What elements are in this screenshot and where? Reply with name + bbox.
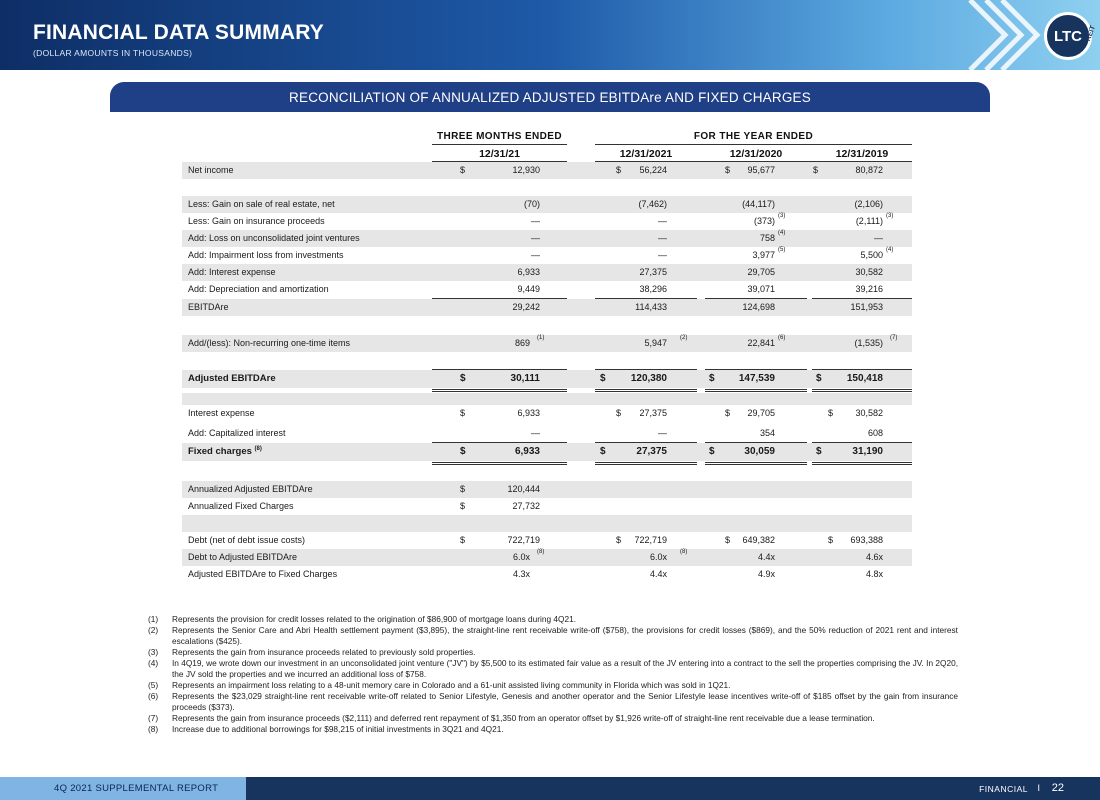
cell-value: 12,930 (512, 165, 540, 175)
footnote-ref: (5) (778, 247, 786, 253)
currency-symbol: $ (460, 535, 466, 545)
footnote-text: Represents the gain from insurance proceeds ($2,111) and deferred rent repayment of $1,350 from an operator offset by $1,926 write-off of straight-line rent receivable due a lease termination. (172, 713, 875, 723)
cell-value: (1,535) (854, 338, 883, 348)
footnote-ref: (4) (778, 230, 786, 236)
row-label: Add: Capitalized interest (188, 428, 286, 438)
total-rule (595, 464, 697, 465)
footnote-text: Represents the gain from insurance proceeds related to previously sold properties. (172, 647, 476, 657)
table-row-net-income (182, 162, 912, 179)
currency-symbol: $ (709, 446, 715, 457)
cell-value: 693,388 (850, 535, 883, 545)
cell-value: 30,059 (744, 446, 775, 457)
page-title: FINANCIAL DATA SUMMARY (33, 21, 324, 44)
cell-value: 29,705 (747, 267, 775, 277)
row-label: Add: Impairment loss from investments (188, 250, 344, 260)
logo-text: LTC (1053, 27, 1083, 45)
table-row-annualized-fixed (182, 498, 912, 515)
currency-symbol: $ (460, 408, 466, 418)
ltc-logo (1044, 12, 1092, 60)
row-label-text: Fixed charges (188, 446, 252, 458)
cell-value: — (531, 428, 540, 438)
cell-value: 124,698 (742, 302, 775, 312)
footnote-text: Represents the Senior Care and Abri Health settlement payment ($3,895), the straight-line rent receivable write-off ($758), the provisions for credit losses ($869), and the 50% reduction of 2021 rent and interest escalations ($425). (172, 625, 958, 646)
currency-symbol: $ (725, 408, 731, 418)
footnote (148, 724, 958, 735)
total-rule (432, 389, 567, 390)
cell-value: 5,500 (860, 250, 883, 260)
cell-value: 27,732 (512, 501, 540, 511)
cell-value: 6.0x (512, 552, 530, 562)
row-label: Add/(less): Non-recurring one-time items (188, 338, 351, 348)
cell-value: — (531, 250, 540, 260)
footnote-text: In 4Q19, we wrote down our investment in an unconsolidated joint venture ("JV") by $5,500 to its estimated fair value as a result of the JV entering into a contract to the sell the properties comprising the JV. In 2Q20, the JV sold the properties and we incurred an additional loss of $758. (172, 658, 958, 679)
footnote-number: (8) (148, 724, 159, 734)
table-row-non-recurring (182, 335, 912, 352)
cell-value: 80,872 (855, 165, 883, 175)
table-row-annualized-adjusted (182, 481, 912, 498)
footnote-number: (3) (148, 647, 159, 657)
table-row-ebitdare (182, 299, 912, 316)
group-header-three-months: THREE MONTHS ENDED (437, 131, 562, 142)
cell-value: — (658, 233, 667, 243)
cell-value: (44,117) (742, 199, 775, 209)
cell-value: (373) (753, 216, 775, 226)
row-label: Interest expense (188, 408, 255, 418)
cell-value: 120,380 (630, 373, 667, 384)
currency-symbol: $ (725, 535, 731, 545)
cell-value: 6,933 (517, 267, 540, 277)
cell-value: (2,111) (855, 216, 883, 226)
cell-value: 649,382 (742, 535, 775, 545)
footnote-ref: (3) (778, 213, 786, 219)
footnote (148, 691, 958, 713)
cell-value: 56,224 (639, 165, 667, 175)
cell-value: — (531, 216, 540, 226)
footnote (148, 680, 958, 691)
cell-value: 3,977 (752, 250, 775, 260)
group-header-rule (432, 144, 567, 145)
footnote-ref: (8) (537, 549, 545, 555)
column-header: 12/31/21 (479, 148, 520, 160)
footnote-ref: (1) (537, 335, 545, 341)
page-subtitle: (DOLLAR AMOUNTS IN THOUSANDS) (33, 48, 193, 58)
total-rule (432, 391, 567, 392)
cell-value: 5,947 (644, 338, 667, 348)
cell-value: 151,953 (850, 302, 883, 312)
cell-value: — (658, 250, 667, 260)
cell-value: 29,705 (747, 408, 775, 418)
cell-value: — (658, 216, 667, 226)
footnote-text: Represents the provision for credit losses related to the origination of $86,900 of mortgage loans during 4Q21. (172, 614, 577, 624)
cell-value: 6.0x (649, 552, 667, 562)
row-label: Annualized Adjusted EBITDAre (188, 484, 313, 494)
cell-value: 27,375 (636, 446, 667, 457)
footnote-text: Represents an impairment loss relating to a 48-unit memory care in Colorado and a 61-unit assisted living community in Florida which was sold in 1Q21. (172, 680, 731, 690)
cell-value: 150,418 (846, 373, 883, 384)
row-label: Annualized Fixed Charges (188, 501, 294, 511)
footnote-ref: (3) (886, 213, 894, 219)
cell-value: — (658, 428, 667, 438)
cell-value: 758 (759, 233, 775, 243)
footnote (148, 614, 958, 625)
footnote-text: Increase due to additional borrowings for $98,215 of initial investments in 3Q21 and 4Q21. (172, 724, 504, 734)
spacer-row (182, 515, 912, 532)
cell-value: 722,719 (634, 535, 667, 545)
cell-value: 608 (867, 428, 883, 438)
cell-value: 39,071 (747, 284, 775, 294)
logo-sub: REIT (1085, 24, 1098, 43)
cell-value: 4.8x (865, 569, 883, 579)
row-label: Add: Depreciation and amortization (188, 284, 329, 294)
currency-symbol: $ (725, 165, 731, 175)
footnote-number: (6) (148, 691, 159, 701)
section-banner (110, 82, 990, 112)
footnote-ref: (7) (890, 335, 898, 341)
currency-symbol: $ (816, 446, 822, 457)
cell-value: (7,462) (638, 199, 667, 209)
cell-value: 30,582 (855, 267, 883, 277)
column-header: 12/31/2020 (729, 148, 783, 160)
currency-symbol: $ (816, 373, 822, 384)
cell-value: 4.6x (865, 552, 883, 562)
cell-value: — (874, 233, 883, 243)
cell-value: 30,582 (855, 408, 883, 418)
currency-symbol: $ (600, 373, 606, 384)
cell-value: 114,433 (635, 302, 667, 312)
cell-value: 38,296 (639, 284, 667, 294)
currency-symbol: $ (709, 373, 715, 384)
row-label: Debt to Adjusted EBITDAre (188, 552, 298, 562)
footnote-number: (5) (148, 680, 159, 690)
total-rule (812, 464, 912, 465)
table-row-interest-expense (182, 405, 912, 422)
table-row-fixed-charges (182, 443, 912, 461)
cell-value: 4.4x (757, 552, 775, 562)
row-label: Debt (net of debt issue costs) (188, 535, 306, 545)
total-rule (595, 389, 697, 390)
total-rule (432, 464, 567, 465)
footnote (148, 658, 958, 680)
footnote-ref: (2) (680, 335, 688, 341)
row-label: EBITDAre (188, 302, 229, 312)
column-header: 12/31/2019 (835, 148, 889, 160)
footnote-text: Represents the $23,029 straight-line rent receivable write-off related to Senior Lifestyle, Genesis and another operator and the Senior Lifestyle lease incentives write-off of $185 offset by the gain from insurance proceeds ($373). (172, 691, 958, 712)
section-title: RECONCILIATION OF ANNUALIZED ADJUSTED EBITDAre AND FIXED CHARGES (289, 89, 811, 105)
table-row-gain-sale (182, 196, 912, 213)
group-header-rule (595, 144, 912, 145)
cell-value: 4.3x (512, 569, 530, 579)
cell-value: 27,375 (639, 267, 667, 277)
footnote-ref: (8) (254, 446, 262, 452)
footnote-ref: (6) (778, 335, 786, 341)
cell-value: 4.4x (649, 569, 667, 579)
page-number: 22 (1051, 782, 1064, 794)
table-row-adjusted-to-fixed (182, 566, 912, 583)
currency-symbol: $ (460, 446, 466, 457)
cell-value: 147,539 (738, 373, 775, 384)
cell-value: (70) (523, 199, 540, 209)
cell-value: 95,677 (747, 165, 775, 175)
table-row-interest (182, 264, 912, 281)
currency-symbol: $ (828, 535, 834, 545)
row-label: Net income (188, 165, 234, 175)
currency-symbol: $ (616, 165, 622, 175)
cell-value: 31,190 (852, 446, 883, 457)
table-row-debt (182, 532, 912, 549)
row-label: Add: Interest expense (188, 267, 276, 277)
cell-value: 6,933 (517, 408, 540, 418)
currency-symbol: $ (460, 484, 466, 494)
footnote (148, 713, 958, 724)
row-label (188, 446, 262, 457)
page-footer (0, 777, 1100, 800)
currency-symbol: $ (460, 501, 466, 511)
table-row-debt-to-adjusted (182, 549, 912, 566)
footnote-ref: (4) (886, 247, 894, 253)
cell-value: 354 (759, 428, 775, 438)
cell-value: 39,216 (855, 284, 883, 294)
cell-value: 120,444 (507, 484, 540, 494)
table-row-depreciation (182, 281, 912, 298)
report-name: 4Q 2021 SUPPLEMENTAL REPORT (54, 783, 219, 794)
currency-symbol: $ (600, 446, 606, 457)
total-rule (705, 389, 807, 390)
spacer-row (182, 179, 912, 187)
cell-value: 6,933 (514, 446, 540, 457)
total-rule (812, 391, 912, 392)
currency-symbol: $ (616, 535, 622, 545)
column-header: 12/31/2021 (619, 148, 673, 160)
cell-value: (2,106) (854, 199, 883, 209)
total-rule (812, 389, 912, 390)
currency-symbol: $ (813, 165, 819, 175)
table-row-capitalized-interest (182, 425, 912, 442)
spacer-row (182, 393, 912, 405)
footnote (148, 647, 958, 658)
row-label: Add: Loss on unconsolidated joint ventures (188, 233, 360, 243)
row-label: Adjusted EBITDAre to Fixed Charges (188, 569, 338, 579)
footnotes (148, 614, 958, 735)
currency-symbol: $ (828, 408, 834, 418)
total-rule (705, 464, 807, 465)
footnote-ref: (8) (680, 549, 688, 555)
total-rule (812, 462, 912, 463)
table-row-adjusted-ebitdare (182, 370, 912, 388)
total-rule (705, 462, 807, 463)
footnote-number: (7) (148, 713, 159, 723)
cell-value: 869 (514, 338, 530, 348)
table-row-gain-insurance (182, 213, 912, 230)
cell-value: 27,375 (639, 408, 667, 418)
cell-value: 22,841 (747, 338, 775, 348)
page-header (0, 0, 1100, 70)
row-label: Less: Gain on sale of real estate, net (188, 199, 335, 209)
currency-symbol: $ (460, 373, 466, 384)
total-rule (432, 462, 567, 463)
footer-separator: I (1037, 783, 1040, 793)
cell-value: — (531, 233, 540, 243)
currency-symbol: $ (460, 165, 466, 175)
total-rule (705, 391, 807, 392)
footnote-number: (2) (148, 625, 159, 635)
section-name: FINANCIAL (979, 784, 1028, 794)
cell-value: 9,449 (517, 284, 540, 294)
currency-symbol: $ (616, 408, 622, 418)
total-rule (595, 391, 697, 392)
group-header-year: FOR THE YEAR ENDED (693, 131, 814, 142)
footnote (148, 625, 958, 647)
total-rule (595, 462, 697, 463)
cell-value: 722,719 (507, 535, 540, 545)
cell-value: 4.9x (757, 569, 775, 579)
table-row-impairment (182, 247, 912, 264)
cell-value: 29,242 (512, 302, 540, 312)
cell-value: 30,111 (510, 373, 540, 384)
row-label: Adjusted EBITDAre (188, 373, 276, 384)
footnote-number: (4) (148, 658, 159, 668)
table-row-loss-jv (182, 230, 912, 247)
row-label: Less: Gain on insurance proceeds (188, 216, 325, 226)
footer-accent (0, 777, 246, 800)
footnote-number: (1) (148, 614, 159, 624)
